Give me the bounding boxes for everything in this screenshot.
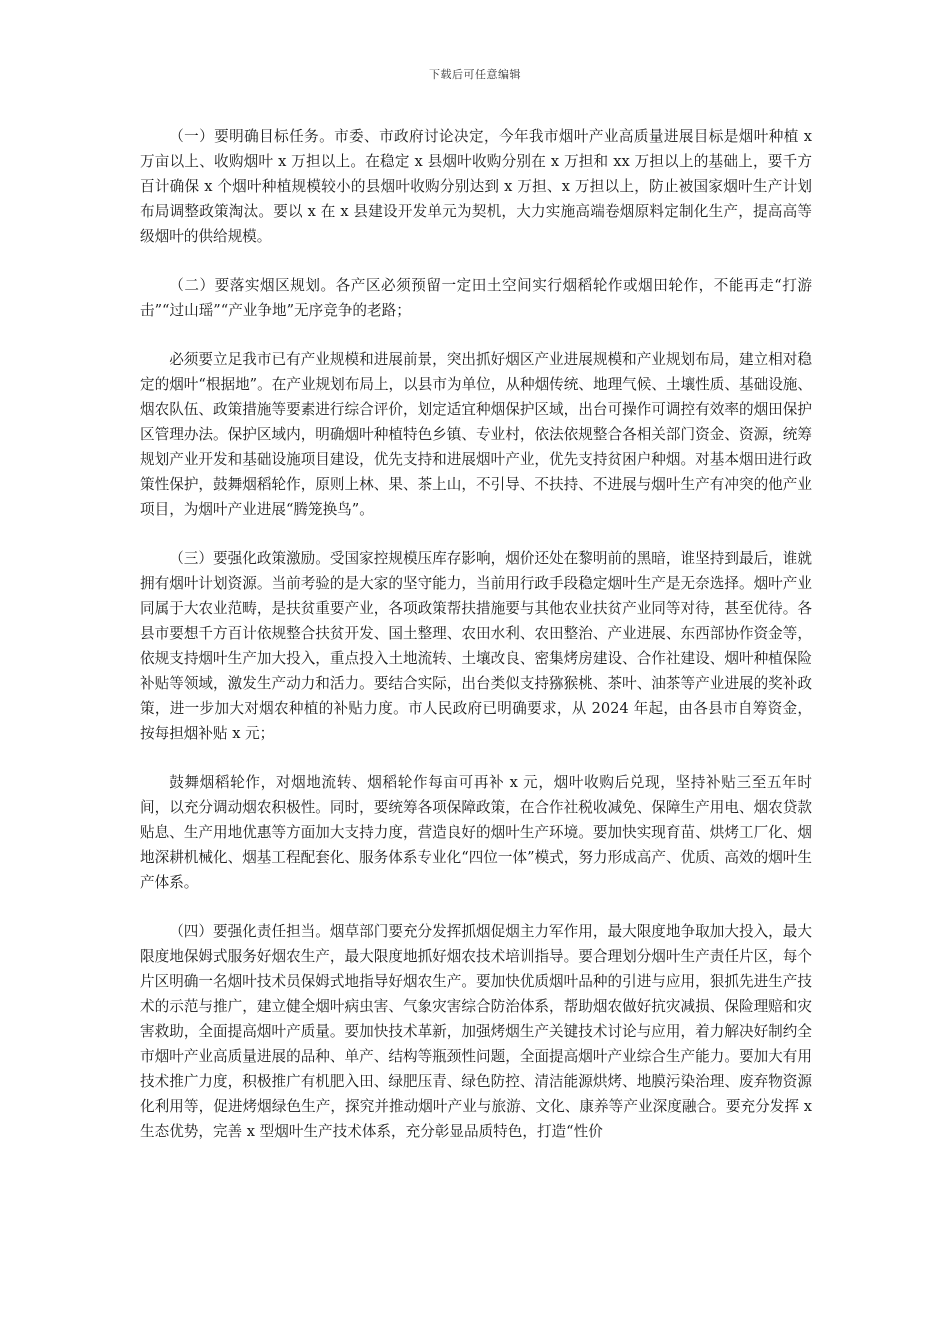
paragraph-area-planning: （二）要落实烟区规划。各产区必须预留一定田土空间实行烟稻轮作或烟田轮作，不能再走“打游击”“过山瑶”“产业争地”无序竞争的老路； [140, 277, 812, 319]
paragraph-rotation-subsidy: 鼓舞烟稻轮作，对烟地流转、烟稻轮作每亩可再补 x 元，烟叶收购后兑现，坚持补贴三至五年时间，以充分调动烟农积极性。同时，要统筹各项保障政策，在合作社税收减免、保障生产用电、烟农贷款贴息、生产用地优惠等方面加大支持力度，营造良好的烟叶生产环境。要加快实现育苗、烘烤工厂化、烟地深耕机械化、烟基工程配套化、服务体系专业化“四位一体”模式，努力形成高产、优质、高效的烟叶生产体系。 [140, 774, 812, 891]
document-body [140, 124, 812, 1168]
paragraph-target-tasks: （一）要明确目标任务。市委、市政府讨论决定，今年我市烟叶产业高质量进展目标是烟叶种植 x 万亩以上、收购烟叶 x 万担以上。在稳定 x 县烟叶收购分别在 x 万担和 xx 万担以上的基础上，要千方百计确保 x 个烟叶种植规模较小的县烟叶收购分别达到 x 万担、x 万担以上，防止被国家烟叶生产计划布局调整政策淘汰。要以 x 在 x 县建设开发单元为契机，大力实施高端卷烟原料定制化生产，提高高等级烟叶的供给规模。 [140, 128, 812, 245]
page-header: 下载后可任意编辑 [429, 68, 521, 81]
paragraph-industry-layout: 必须要立足我市已有产业规模和进展前景，突出抓好烟区产业进展规模和产业规划布局，建立相对稳定的烟叶“根据地”。在产业规划布局上，以县市为单位，从种烟传统、地理气候、土壤性质、基础设施、烟农队伍、政策措施等要素进行综合评价，划定适宜种烟保护区域，出台可操作可调控有效率的烟田保护区管理办法。保护区域内，明确烟叶种植特色乡镇、专业村，依法依规整合各相关部门资金、资源，统筹规划产业开发和基础设施项目建设，优先支持和进展烟叶产业，优先支持贫困户种烟。对基本烟田进行政策性保护，鼓舞烟稻轮作，原则上林、果、茶上山，不引导、不扶持、不进展与烟叶生产有冲突的他产业项目，为烟叶产业进展“腾笼换鸟”。 [140, 351, 812, 518]
paragraph-responsibility: （四）要强化责任担当。烟草部门要充分发挥抓烟促烟主力军作用，最大限度地争取加大投入，最大限度地保姆式服务好烟农生产，最大限度地抓好烟农技术培训指导。要合理划分烟叶生产责任片区，每个片区明确一名烟叶技术员保姆式地指导好烟农生产。要加快优质烟叶品种的引进与应用，狠抓先进生产技术的示范与推广，建立健全烟叶病虫害、气象灾害综合防治体系，帮助烟农做好抗灾减损、保险理赔和灾害救助，全面提高烟叶产质量。要加快技术革新，加强烤烟生产关键技术讨论与应用，着力解决好制约全市烟叶产业高质量进展的品种、单产、结构等瓶颈性问题，全面提高烟叶产业综合生产能力。要加大有用技术推广力度，积极推广有机肥入田、绿肥压青、绿色防控、清洁能源烘烤、地膜污染治理、废弃物资源化利用等，促进烤烟绿色生产，探究并推动烟叶产业与旅游、文化、康养等产业深度融合。要充分发挥 x 生态优势，完善 x 型烟叶生产技术体系，充分彰显品质特色，打造“性价 [140, 923, 812, 1140]
paragraph-policy-incentives: （三）要强化政策激励。受国家控规模压库存影响，烟价还处在黎明前的黑暗，谁坚持到最后，谁就拥有烟叶计划资源。当前考验的是大家的坚守能力，当前用行政手段稳定烟叶生产是无奈选择。烟叶产业同属于大农业范畴，是扶贫重要产业，各项政策帮扶措施要与其他农业扶贫产业同等对待，甚至优待。各县市要想千方百计依规整合扶贫开发、国土整理、农田水利、农田整治、产业进展、东西部协作资金等，依规支持烟叶生产加大投入，重点投入土地流转、土壤改良、密集烤房建设、合作社建设、烟叶种植保险补贴等领域，激发生产动力和活力。要结合实际，出台类似支持猕猴桃、茶叶、油茶等产业进展的奖补政策，进一步加大对烟农种植的补贴力度。市人民政府已明确要求，从 2024 年起，由各县市自筹资金，按每担烟补贴 x 元； [140, 550, 812, 742]
